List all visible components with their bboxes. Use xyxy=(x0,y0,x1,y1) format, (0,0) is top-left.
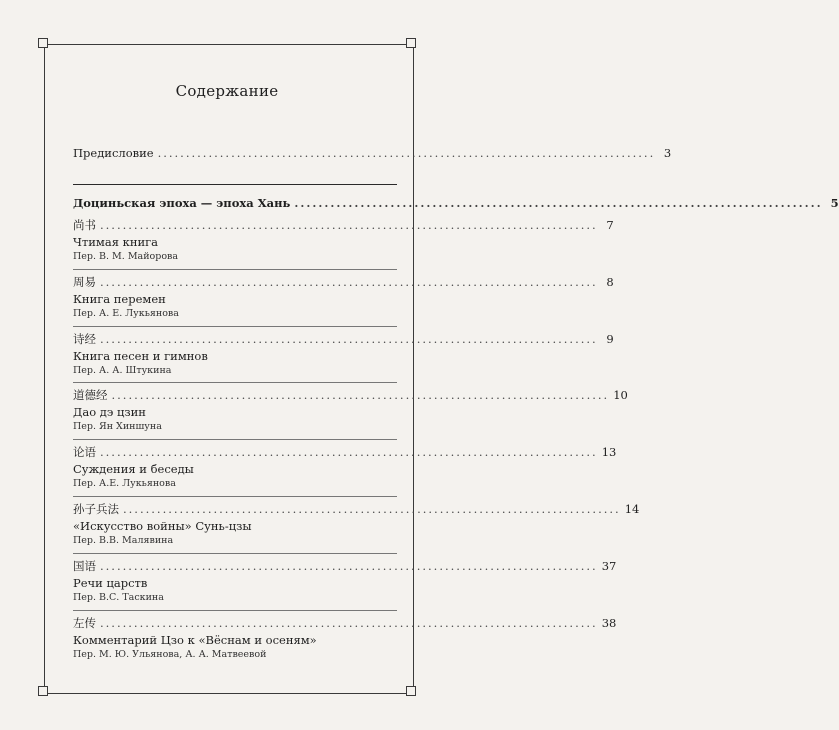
toc-entry-page: 37 xyxy=(601,559,617,573)
toc-entry-page: 10 xyxy=(613,388,628,402)
toc-entry-chinese-title: 孙子兵法 xyxy=(73,502,119,516)
leader-dots: ........................................................................................ xyxy=(100,616,598,630)
entry-separator xyxy=(73,496,397,497)
frame-corner-ornament xyxy=(406,686,416,696)
toc-entry-chinese-title: 诗经 xyxy=(73,332,96,346)
toc-entry-row[interactable] xyxy=(73,445,617,459)
entry-separator xyxy=(73,553,397,554)
leader-dots: ........................................................................................ xyxy=(100,332,598,346)
toc-entry-title: Чтимая книга xyxy=(73,235,159,249)
toc-entry-chinese-title: 左传 xyxy=(73,616,96,630)
entry-separator xyxy=(73,326,397,327)
frame-corner-ornament xyxy=(406,38,416,48)
leader-dots: ........................................................................................ xyxy=(123,502,621,516)
entry-separator xyxy=(73,610,397,611)
toc-entry-translator: Пер. В. М. Майорова xyxy=(73,251,179,262)
toc-entry-page: 9 xyxy=(606,332,614,346)
toc-entry-page: 7 xyxy=(606,218,614,232)
section-divider xyxy=(73,184,397,185)
page-title: Содержание xyxy=(175,82,279,100)
toc-preface-row[interactable] xyxy=(73,146,672,160)
toc-entry-row[interactable] xyxy=(73,332,614,346)
entry-separator xyxy=(73,269,397,270)
toc-entry-translator: Пер. В.С. Таскина xyxy=(73,592,164,603)
toc-section-label: Доциньская эпоха — эпоха Хань xyxy=(73,196,291,210)
toc-entry-row[interactable] xyxy=(73,502,640,516)
leader-dots: ........................................................................................ xyxy=(100,445,598,459)
frame-corner-ornament xyxy=(38,38,48,48)
toc-entry-translator: Пер. А. Е. Лукьянова xyxy=(73,308,179,319)
toc-entry-translator: Пер. А. А. Штукина xyxy=(73,365,172,376)
entry-separator xyxy=(73,382,397,383)
toc-entry-page: 8 xyxy=(606,275,614,289)
toc-entry-translator: Пер. А.Е. Лукьянова xyxy=(73,478,176,489)
toc-entry-title: Книга перемен xyxy=(73,292,166,306)
toc-preface-label: Предисловие xyxy=(73,146,154,160)
toc-entry-title: Дао дэ цзин xyxy=(73,405,146,419)
leader-dots: ........................................................................................ xyxy=(100,559,598,573)
toc-entry-row[interactable] xyxy=(73,616,617,630)
toc-entry-chinese-title: 国语 xyxy=(73,559,96,573)
toc-entry-chinese-title: 道德经 xyxy=(73,388,108,402)
toc-entry-chinese-title: 论语 xyxy=(73,445,96,459)
toc-entry-page: 38 xyxy=(601,616,617,630)
leader-dots: ........................................................................................ xyxy=(157,146,656,160)
toc-entry-translator: Пер. В.В. Малявина xyxy=(73,535,174,546)
frame-corner-ornament xyxy=(38,686,48,696)
toc-preface-page: 3 xyxy=(663,146,672,160)
toc-entry-row[interactable] xyxy=(73,275,614,289)
toc-section-row[interactable] xyxy=(73,196,839,210)
toc-entry-translator: Пер. Ян Хиншуна xyxy=(73,421,162,432)
toc-section-page: 5 xyxy=(830,196,839,210)
leader-dots: ........................................................................................ xyxy=(100,275,598,289)
toc-entry-chinese-title: 尚书 xyxy=(73,218,96,232)
toc-entry-row[interactable] xyxy=(73,218,614,232)
toc-entry-title: Комментарий Цзо к «Вёснам и осеням» xyxy=(73,633,317,647)
entry-separator xyxy=(73,439,397,440)
toc-entry-page: 13 xyxy=(601,445,617,459)
toc-entry-title: Книга песен и гимнов xyxy=(73,349,208,363)
toc-entry-title: Суждения и беседы xyxy=(73,462,194,476)
toc-entry-row[interactable] xyxy=(73,559,617,573)
leader-dots: ........................................................................................ xyxy=(294,196,823,210)
toc-entry-page: 14 xyxy=(624,502,640,516)
leader-dots: ........................................................................................ xyxy=(100,218,598,232)
toc-entry-translator: Пер. М. Ю. Ульянова, А. А. Матвеевой xyxy=(73,649,267,660)
toc-entry-title: «Искусство войны» Сунь-цзы xyxy=(73,519,252,533)
leader-dots: ........................................................................................ xyxy=(111,388,610,402)
toc-entry-row[interactable] xyxy=(73,388,628,402)
toc-entry-chinese-title: 周易 xyxy=(73,275,96,289)
toc-entry-title: Речи царств xyxy=(73,576,148,590)
